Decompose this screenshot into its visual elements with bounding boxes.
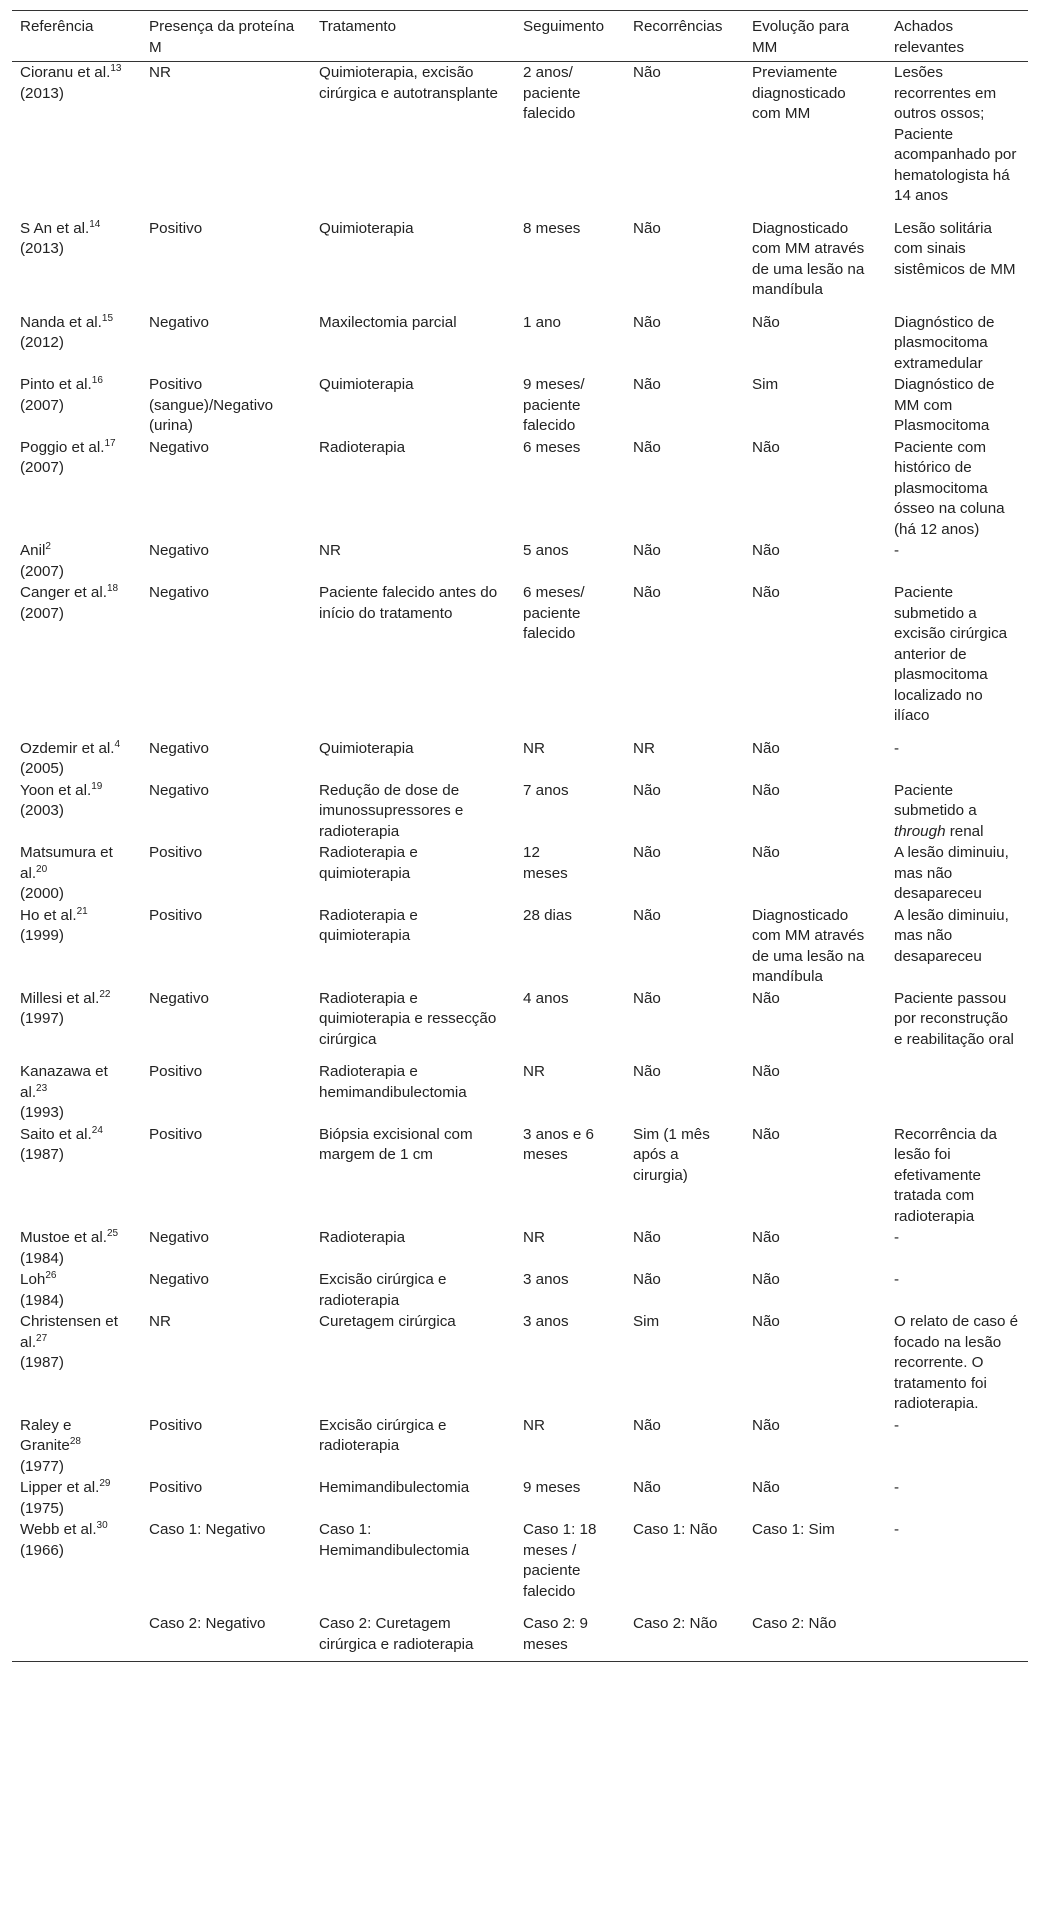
cell-protein: Negativo	[149, 739, 209, 757]
header-proteina-m: Presença da proteína M	[141, 11, 311, 62]
ref-citation: 18	[106, 582, 119, 594]
ref-citation: 21	[76, 905, 88, 917]
cell-reference	[12, 842, 141, 905]
cell-protein: Positivo	[149, 844, 203, 861]
cell-recurrence: Não	[633, 1479, 661, 1496]
cell-findings: Diagnóstico de plasmocitoma extramedular	[894, 313, 995, 372]
cell-evolution: Não	[752, 1271, 780, 1288]
cell-protein: Negativo	[149, 1229, 209, 1246]
cell-protein: Positivo	[149, 1125, 203, 1143]
cell-recurrence: Caso 2: Não	[625, 1613, 744, 1662]
ref-citation: 2	[45, 540, 51, 552]
cell-treatment: Radioterapia	[319, 438, 406, 456]
ref-author: Pinto et al.	[20, 376, 92, 393]
cell-treatment: Caso 2: Curetagem cirúrgica e radioterapia	[311, 1613, 515, 1662]
cell-treatment: Radioterapia e quimioterapia	[319, 906, 418, 944]
cell-treatment: Quimioterapia	[319, 219, 414, 237]
cell-followup: 8 meses	[523, 219, 581, 237]
cell-treatment: Radioterapia e quimioterapia e ressecção cirúrgica	[319, 989, 497, 1048]
table-header	[12, 11, 1028, 62]
ref-year: (2013)	[20, 84, 64, 102]
ref-citation: 23	[36, 1082, 48, 1094]
cell-findings: -	[894, 1521, 900, 1538]
cell-followup: 9 meses/ paciente falecido	[523, 376, 585, 434]
ref-author: Mustoe et al.	[20, 1229, 107, 1246]
header-tratamento: Tratamento	[311, 11, 515, 62]
cell-findings: O relato de caso é focado na lesão recorrente. O tratamento foi radioterapia.	[894, 1313, 1019, 1412]
ref-author: Matsumura et al.	[20, 844, 113, 882]
cell-followup: NR	[523, 739, 545, 757]
findings-emphasis: through	[894, 822, 946, 840]
cell-treatment: Hemimandibulectomia	[319, 1479, 470, 1496]
table-row	[12, 1477, 1028, 1519]
ref-year: (1966)	[20, 1541, 64, 1559]
table-row	[12, 988, 1028, 1062]
cell-followup: 28 dias	[523, 906, 572, 924]
ref-author: Ozdemir et al.	[20, 739, 115, 757]
cell-reference	[12, 988, 141, 1062]
cell-treatment: Radioterapia e quimioterapia	[319, 844, 418, 882]
ref-citation: 4	[114, 738, 121, 750]
ref-author: Millesi et al.	[20, 989, 100, 1007]
cell-followup: 9 meses	[523, 1479, 581, 1496]
cell-findings: -	[894, 739, 900, 757]
cell-recurrence: Não	[633, 219, 661, 237]
ref-year: (1975)	[20, 1499, 64, 1517]
cell-reference	[12, 1061, 141, 1124]
table-body	[12, 62, 1028, 1662]
cell-findings: A lesão diminuiu, mas não desapareceu	[894, 844, 1009, 902]
table-row	[12, 1519, 1028, 1613]
cell-treatment: Biópsia excisional com margem de 1 cm	[319, 1125, 473, 1163]
cell-protein: Caso 1: Negativo	[149, 1521, 266, 1538]
cell-recurrence: Não	[633, 584, 661, 601]
cell-protein: Positivo (sangue)/Negativo (urina)	[149, 376, 274, 434]
cell-protein: Negativo	[149, 584, 209, 601]
table-row	[12, 738, 1028, 780]
cell-evolution: Não	[752, 542, 780, 559]
cell-reference	[12, 218, 141, 312]
cell-protein: Positivo	[149, 1063, 203, 1080]
cell-followup: 1 ano	[523, 313, 562, 331]
ref-citation: 13	[110, 62, 122, 74]
ref-citation: 17	[104, 437, 116, 449]
cell-recurrence: Não	[633, 844, 661, 861]
cell-treatment: Redução de dose de imunossupressores e radioterapia	[319, 781, 464, 840]
table-row	[12, 540, 1028, 582]
table-row	[12, 1311, 1028, 1415]
cell-recurrence: Não	[633, 376, 661, 393]
cell-recurrence: Não	[633, 64, 661, 81]
cell-recurrence: Sim (1 mês após a cirurgia)	[633, 1125, 710, 1184]
cell-treatment: Quimioterapia	[319, 739, 414, 757]
cell-findings: -	[894, 1416, 900, 1434]
cell-findings	[886, 1061, 1028, 1124]
ref-citation: 30	[96, 1519, 108, 1531]
ref-author: Kanazawa et al.	[20, 1063, 108, 1101]
cell-evolution: Diagnosticado com MM através de uma lesão na mandíbula	[752, 906, 865, 985]
cell-evolution: Caso 1: Sim	[752, 1521, 835, 1538]
cell-followup: 6 meses	[523, 438, 581, 456]
cell-protein: Negativo	[149, 781, 209, 799]
cell-findings: A lesão diminuiu, mas não desapareceu	[894, 906, 1009, 965]
cell-followup: 3 anos e 6 meses	[523, 1125, 594, 1163]
cell-evolution: Não	[752, 844, 780, 861]
cell-followup: NR	[523, 1063, 545, 1080]
cell-treatment: Curetagem cirúrgica	[319, 1313, 456, 1330]
ref-year: (1987)	[20, 1146, 64, 1163]
header-achados: Achados relevantes	[886, 11, 1028, 62]
cell-treatment: Caso 1: Hemimandibulectomia	[319, 1521, 470, 1559]
cell-evolution: Não	[752, 1229, 780, 1246]
ref-year: (2005)	[20, 760, 64, 777]
cell-followup: 6 meses/ paciente falecido	[523, 584, 585, 642]
table-row	[12, 582, 1028, 738]
cell-recurrence: Sim	[633, 1313, 660, 1330]
cell-followup: Caso 2: 9 meses	[515, 1613, 625, 1662]
cell-findings: -	[894, 1271, 900, 1288]
cell-findings: -	[894, 1479, 900, 1496]
cell-reference	[12, 540, 141, 582]
cell-reference	[12, 1269, 141, 1311]
cell-protein: Negativo	[149, 438, 209, 456]
ref-year: (2003)	[20, 802, 64, 819]
ref-year: (2007)	[20, 562, 64, 580]
cell-protein: NR	[149, 1313, 171, 1330]
cell-reference	[12, 374, 141, 437]
cell-recurrence: NR	[633, 739, 655, 757]
cell-protein: Negativo	[149, 313, 209, 331]
cell-evolution: Não	[752, 1063, 780, 1080]
cell-recurrence: Não	[633, 989, 661, 1007]
ref-year: (2007)	[20, 604, 64, 622]
cell-findings: Paciente passou por reconstrução e reabilitação oral	[894, 989, 1014, 1048]
table-row	[12, 218, 1028, 312]
ref-year: (1984)	[20, 1249, 64, 1267]
cell-reference	[12, 1124, 141, 1228]
cell-treatment: Excisão cirúrgica e radioterapia	[319, 1271, 447, 1309]
cell-recurrence: Não	[633, 542, 661, 559]
cell-protein: Caso 2: Negativo	[141, 1613, 311, 1662]
table-container	[12, 10, 1028, 1662]
ref-year: (1999)	[20, 927, 64, 944]
cell-recurrence: Não	[633, 781, 661, 799]
cell-evolution: Caso 2: Não	[744, 1613, 886, 1662]
cell-reference	[12, 1311, 141, 1415]
cell-findings: Paciente com histórico de plasmocitoma ósseo na coluna (há 12 anos)	[894, 438, 1005, 538]
cell-protein: Positivo	[149, 906, 203, 924]
ref-author: Nanda et al.	[20, 313, 102, 331]
findings-text: Paciente submetido a	[894, 781, 977, 819]
table-row	[12, 374, 1028, 437]
cell-treatment: Radioterapia	[319, 1229, 406, 1246]
cell-protein: Positivo	[149, 219, 203, 237]
ref-year: (2000)	[20, 885, 64, 902]
cell-followup: 12 meses	[523, 844, 568, 882]
cell-followup: NR	[523, 1229, 545, 1246]
ref-author: Anil	[20, 542, 46, 559]
ref-citation: 25	[106, 1227, 119, 1239]
table-row	[12, 62, 1028, 218]
cell-evolution: Previamente diagnosticado com MM	[752, 64, 846, 122]
cell-evolution: Não	[752, 739, 780, 757]
cell-recurrence: Caso 1: Não	[633, 1521, 718, 1538]
ref-citation: 20	[36, 863, 48, 875]
cell-recurrence: Não	[633, 1416, 661, 1434]
ref-year: (2012)	[20, 334, 64, 351]
cell-recurrence: Não	[633, 906, 661, 924]
table-row	[12, 1227, 1028, 1269]
cell-evolution: Não	[752, 1125, 780, 1143]
cell-treatment: NR	[319, 542, 341, 559]
cell-reference	[12, 1227, 141, 1269]
header-seguimento: Seguimento	[515, 11, 625, 62]
cell-evolution: Sim	[752, 376, 779, 393]
header-evolucao-mm: Evolução para MM	[744, 11, 886, 62]
cell-followup: 5 anos	[523, 542, 569, 559]
ref-citation: 28	[69, 1435, 81, 1447]
cell-evolution: Não	[752, 1313, 780, 1330]
table-row	[12, 437, 1028, 541]
ref-author: Yoon et al.	[20, 781, 92, 799]
ref-author: Ho et al.	[20, 906, 77, 924]
cell-findings: Recorrência da lesão foi efetivamente tratada com radioterapia	[894, 1125, 997, 1225]
ref-author: Webb et al.	[20, 1521, 97, 1538]
ref-year: (1984)	[20, 1291, 64, 1309]
cell-treatment: Quimioterapia, excisão cirúrgica e autotransplante	[319, 64, 498, 102]
table-row	[12, 1415, 1028, 1478]
ref-author: Lipper et al.	[20, 1479, 100, 1496]
cell-protein: Positivo	[149, 1479, 203, 1496]
ref-author: Cioranu et al.	[20, 64, 111, 81]
cell-protein: Negativo	[149, 989, 209, 1007]
cell-recurrence: Não	[633, 1271, 661, 1288]
cell-treatment: Paciente falecido antes do início do tratamento	[319, 584, 498, 622]
ref-citation: 19	[91, 780, 103, 792]
ref-year: (1977)	[20, 1457, 64, 1475]
ref-author: Saito et al.	[20, 1125, 92, 1143]
cell-protein: Negativo	[149, 1271, 209, 1288]
ref-citation: 24	[91, 1124, 103, 1136]
cell-evolution: Não	[752, 1479, 780, 1496]
cell-followup: 4 anos	[523, 989, 569, 1007]
cell-recurrence: Não	[633, 438, 661, 456]
ref-citation: 15	[101, 312, 114, 324]
cell-reference	[12, 738, 141, 780]
table-row	[12, 312, 1028, 375]
cell-reference	[12, 582, 141, 738]
ref-year: (2013)	[20, 240, 64, 257]
cell-protein: NR	[149, 64, 171, 81]
cell-followup: 2 anos/ paciente falecido	[523, 64, 581, 122]
ref-author: Poggio et al.	[20, 438, 105, 456]
cell-recurrence: Não	[633, 1229, 661, 1246]
cell-protein: Positivo	[149, 1416, 203, 1434]
cell-followup: 7 anos	[523, 781, 569, 799]
header-recorrencias: Recorrências	[625, 11, 744, 62]
cell-evolution: Não	[752, 1416, 780, 1434]
header-referencia: Referência	[12, 11, 141, 62]
findings-text-after: renal	[945, 822, 984, 840]
ref-author: Loh	[20, 1271, 46, 1288]
ref-author: Christensen et al.	[20, 1313, 118, 1351]
cell-followup: 3 anos	[523, 1271, 569, 1288]
cell-reference	[12, 1477, 141, 1519]
cell-findings: -	[894, 1229, 900, 1246]
cell-reference	[12, 905, 141, 988]
cell-evolution: Não	[752, 313, 780, 331]
table-row	[12, 1124, 1028, 1228]
cell-reference	[12, 1613, 141, 1662]
cell-findings	[886, 780, 1028, 843]
table-row	[12, 905, 1028, 988]
cell-evolution: Não	[752, 438, 780, 456]
ref-citation: 27	[36, 1332, 48, 1344]
cell-findings	[886, 1613, 1028, 1662]
cell-reference	[12, 1519, 141, 1613]
cell-treatment: Radioterapia e hemimandibulectomia	[319, 1063, 467, 1101]
cell-evolution: Diagnosticado com MM através de uma lesão na mandíbula	[752, 219, 865, 298]
cell-followup: 3 anos	[523, 1313, 569, 1330]
ref-year: (1987)	[20, 1354, 64, 1371]
ref-year: (2007)	[20, 396, 64, 414]
table-row	[12, 1269, 1028, 1311]
cell-findings: Lesões recorrentes em outros ossos; Paciente acompanhado por hematologista há 14 anos	[894, 64, 1017, 204]
cell-evolution: Não	[752, 584, 780, 601]
ref-year: (2007)	[20, 459, 64, 476]
cell-protein: Negativo	[149, 542, 209, 559]
cell-evolution: Não	[752, 989, 780, 1007]
cell-recurrence: Não	[633, 1063, 661, 1080]
cell-followup: NR	[523, 1416, 545, 1434]
ref-citation: 29	[99, 1477, 111, 1489]
table-row	[12, 1613, 1028, 1662]
ref-author: Canger et al.	[20, 584, 107, 601]
ref-author: Raley e Granite	[20, 1416, 72, 1454]
table-row	[12, 780, 1028, 843]
ref-year: (1993)	[20, 1104, 64, 1121]
cell-findings: Lesão solitária com sinais sistêmicos de MM	[894, 219, 1016, 278]
cell-treatment: Maxilectomia parcial	[319, 313, 457, 331]
cell-findings: -	[894, 542, 900, 559]
cell-findings: Paciente submetido a excisão cirúrgica anterior de plasmocitoma localizado no ilíaco	[894, 584, 1008, 724]
cell-reference	[12, 780, 141, 843]
header-row	[12, 11, 1028, 62]
cell-evolution: Não	[752, 781, 780, 799]
ref-year: (1997)	[20, 1010, 64, 1027]
cell-findings: Diagnóstico de MM com Plasmocitoma	[894, 376, 995, 434]
cell-treatment: Quimioterapia	[319, 376, 414, 393]
table-row	[12, 1061, 1028, 1124]
ref-citation: 22	[99, 988, 111, 1000]
table-row	[12, 842, 1028, 905]
ref-author: S An et al.	[20, 219, 90, 237]
cell-followup: Caso 1: 18 meses / paciente falecido	[523, 1521, 597, 1600]
cell-reference	[12, 312, 141, 375]
cell-treatment: Excisão cirúrgica e radioterapia	[319, 1416, 447, 1454]
ref-citation: 14	[89, 218, 101, 230]
cell-reference	[12, 437, 141, 541]
cell-reference	[12, 62, 141, 218]
cell-reference	[12, 1415, 141, 1478]
ref-citation: 26	[45, 1269, 57, 1281]
cases-table	[12, 10, 1028, 1662]
cell-recurrence: Não	[633, 313, 661, 331]
ref-citation: 16	[91, 374, 103, 386]
